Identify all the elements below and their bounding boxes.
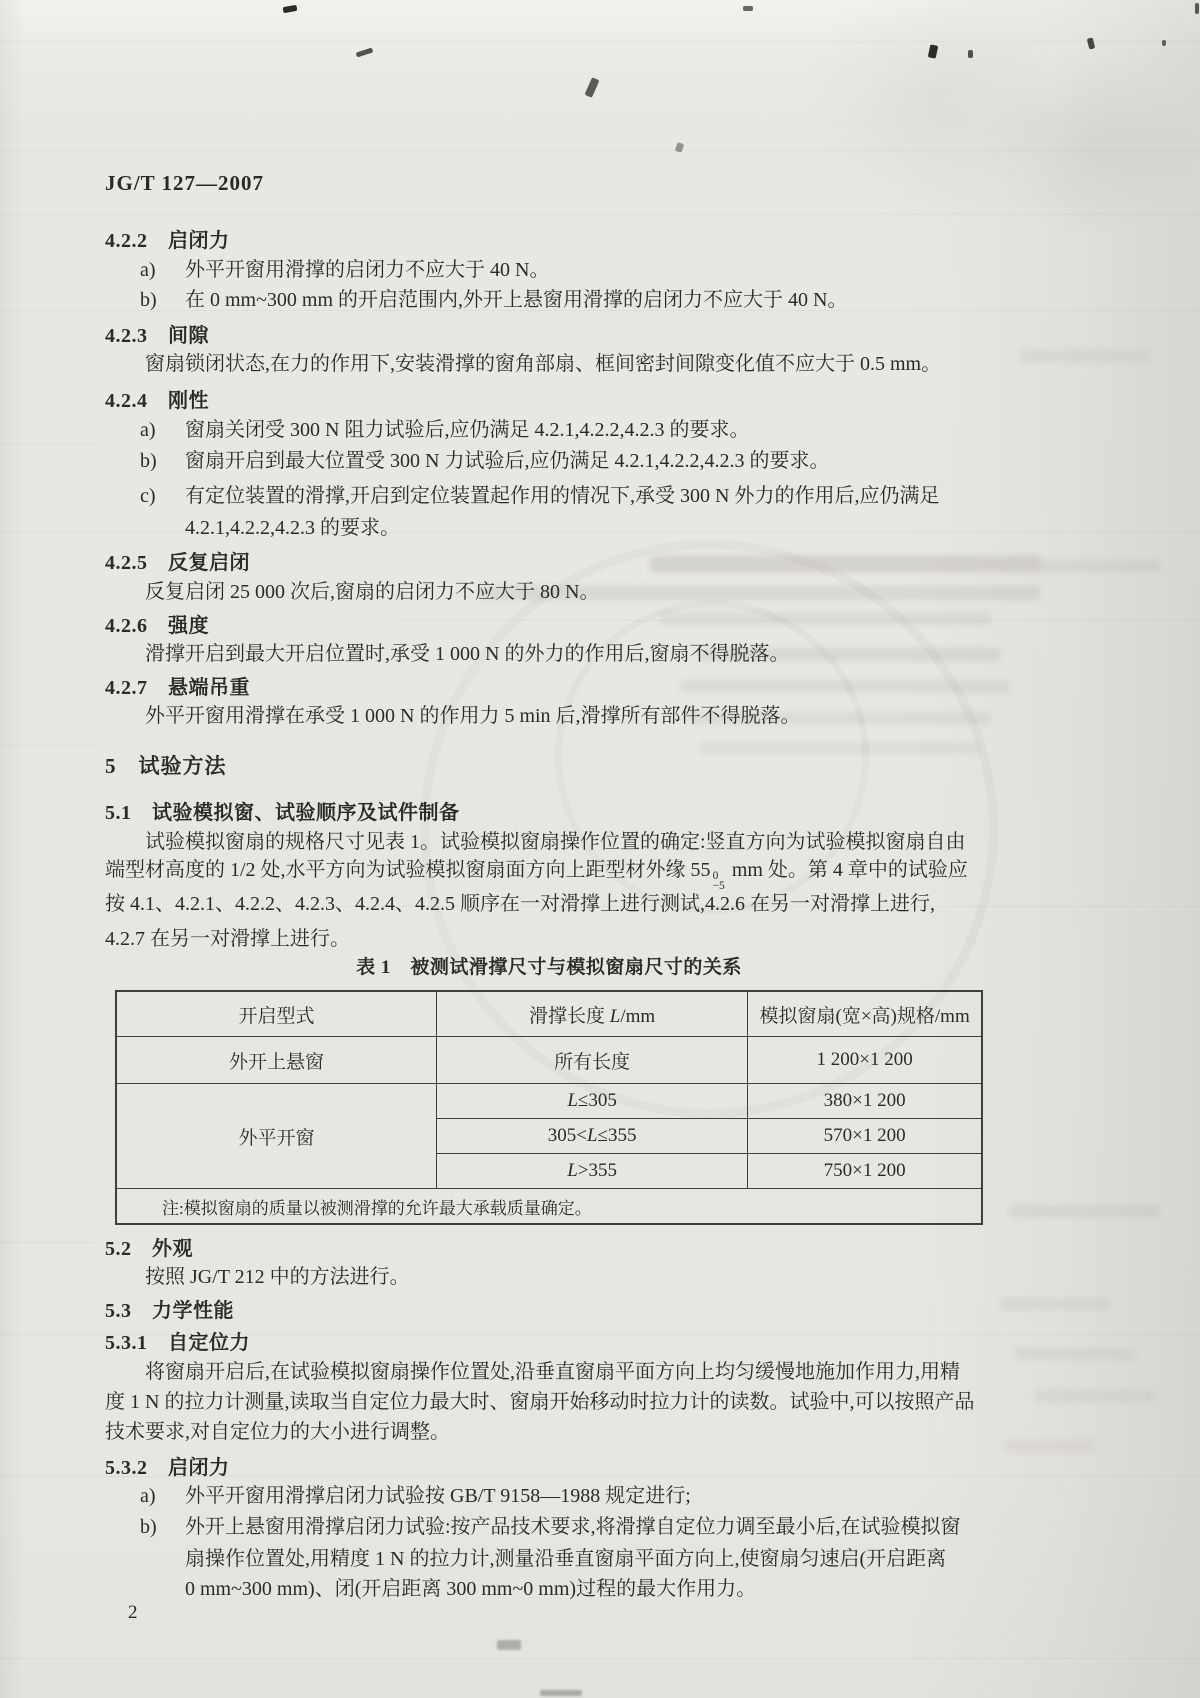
section-4-2-3-heading: 4.2.3 间隙 — [105, 325, 209, 347]
item-text: 外平开窗用滑撑启闭力试验按 GB/T 9158—1988 规定进行; — [185, 1485, 691, 1507]
text-run: >355 — [577, 1160, 617, 1181]
col-header-open-type: 开启型式 — [116, 991, 436, 1037]
ghost-text — [1010, 1205, 1160, 1217]
section-5-3-heading: 5.3 力学性能 — [105, 1300, 234, 1322]
item-text: 外平开窗用滑撑的启闭力不应大于 40 N。 — [185, 259, 550, 281]
cell-size: 380×1 200 — [748, 1084, 982, 1119]
text-run: ≤355 — [597, 1125, 637, 1146]
paragraph-line: 度 1 N 的拉力计测量,读取当自定位力最大时、窗扇开始移动时拉力计的读数。试验中,可以按照产品 — [105, 1391, 975, 1413]
item-text: 外开上悬窗用滑撑启闭力试验:按产品技术要求,将滑撑自定位力调至最小后,在试验模拟窗 — [185, 1516, 961, 1538]
tolerance-upper: 0 — [712, 870, 719, 882]
text-run: 端型材高度的 1/2 处,水平方向为试验模拟窗扇面方向上距型材外缘 55 — [105, 859, 711, 881]
section-4-2-2-heading: 4.2.2 启闭力 — [105, 230, 230, 252]
text-run: 滑撑长度 — [529, 1005, 610, 1027]
text-run: ≤305 — [577, 1090, 617, 1111]
table-1-title: 表 1 被测试滑撑尺寸与模拟窗扇尺寸的关系 — [356, 957, 742, 978]
scan-speck — [283, 5, 298, 13]
list-item-a — [140, 417, 749, 443]
col-header-stay-length — [436, 991, 747, 1037]
paragraph-line: 4.2.7 在另一对滑撑上进行。 — [105, 928, 350, 950]
paragraph: 窗扇锁闭状态,在力的作用下,安装滑撑的窗角部扇、框间密封间隙变化值不应大于 0.5 mm。 — [145, 353, 942, 375]
text-run: mm 处。第 4 章中的试验应 — [726, 859, 968, 881]
scan-speck — [540, 1690, 582, 1696]
chapter-5-heading: 5 试验方法 — [105, 754, 227, 778]
table-row — [116, 1037, 982, 1084]
ghost-text — [1005, 1440, 1095, 1452]
variable-L: L — [609, 1005, 621, 1027]
variable-L: L — [567, 1090, 578, 1111]
paragraph-line: 试验模拟窗扇的规格尺寸见表 1。试验模拟窗扇操作位置的确定:竖直方向为试验模拟窗扇自由 — [145, 831, 966, 853]
scan-speck — [1087, 37, 1095, 49]
item-text: 在 0 mm~300 mm 的开启范围内,外开上悬窗用滑撑的启闭力不应大于 40 N。 — [185, 289, 848, 311]
scan-speck — [584, 77, 599, 98]
variable-L: L — [567, 1160, 578, 1181]
scan-smudge — [980, 60, 1200, 240]
text-run: /mm — [620, 1005, 656, 1027]
table-note-row — [116, 1189, 982, 1225]
cell-size: 570×1 200 — [748, 1119, 982, 1154]
item-text: 窗扇开启到最大位置受 300 N 力试验后,应仍满足 4.2.1,4.2.2,4.2.3 的要求。 — [185, 450, 830, 472]
item-text: 窗扇关闭受 300 N 阻力试验后,应仍满足 4.2.1,4.2.2,4.2.3 的要求。 — [185, 419, 750, 441]
tolerance-notation — [713, 871, 725, 891]
ghost-text — [1000, 1298, 1110, 1310]
page-number: 2 — [128, 1602, 138, 1623]
scan-speck — [1162, 40, 1166, 46]
paragraph-line: 将窗扇开启后,在试验模拟窗扇操作位置处,沿垂直窗扇平面方向上均匀缓慢地施加作用力,用精 — [145, 1361, 960, 1383]
paragraph-line: 技术要求,对自定位力的大小进行调整。 — [105, 1421, 450, 1443]
cell-length: 所有长度 — [436, 1037, 747, 1084]
item-label: c) — [140, 485, 156, 507]
ghost-text — [1040, 560, 1160, 572]
section-4-2-4-heading: 4.2.4 刚性 — [105, 390, 209, 412]
item-label: a) — [140, 419, 156, 441]
section-4-2-5-heading: 4.2.5 反复启闭 — [105, 552, 250, 574]
table-note: 注:模拟窗扇的质量以被测滑撑的允许最大承载质量确定。 — [116, 1189, 982, 1225]
scan-speck — [675, 142, 685, 153]
paragraph-line: 按 4.1、4.2.1、4.2.2、4.2.3、4.2.4、4.2.5 顺序在一对滑撑上进行测试,4.2.6 在另一对滑撑上进行, — [105, 893, 935, 915]
cell-length — [436, 1154, 747, 1189]
cell-size: 750×1 200 — [748, 1154, 982, 1189]
paragraph: 按照 JG/T 212 中的方法进行。 — [145, 1266, 410, 1288]
list-item-b-continued: 0 mm~300 mm)、闭(开启距离 300 mm~0 mm)过程的最大作用力。 — [185, 1578, 757, 1600]
item-label: a) — [140, 259, 156, 281]
scan-speck — [497, 1640, 521, 1650]
paragraph: 反复启闭 25 000 次后,窗扇的启闭力不应大于 80 N。 — [145, 581, 600, 603]
scan-speck — [356, 47, 374, 57]
section-4-2-7-heading: 4.2.7 悬端吊重 — [105, 677, 250, 699]
scan-speck — [743, 6, 753, 11]
section-5-2-heading: 5.2 外观 — [105, 1238, 193, 1260]
table-row — [116, 1084, 982, 1119]
section-5-1-heading: 5.1 试验模拟窗、试验顺序及试件制备 — [105, 802, 460, 824]
tolerance-lower: −5 — [712, 880, 725, 892]
variable-L: L — [586, 1125, 598, 1146]
item-label: b) — [140, 450, 157, 472]
scan-line — [0, 745, 95, 746]
scan-line — [0, 1242, 95, 1243]
item-label: b) — [140, 1516, 157, 1538]
section-5-3-1-heading: 5.3.1 自定位力 — [105, 1332, 250, 1354]
paragraph-line — [105, 857, 968, 891]
cell-length — [436, 1084, 747, 1119]
list-item-a — [140, 257, 549, 283]
col-header-sash-size: 模拟窗扇(宽×高)规格/mm — [748, 991, 982, 1037]
list-item-a — [140, 1483, 691, 1509]
cell-size: 1 200×1 200 — [748, 1037, 982, 1084]
scan-line — [0, 444, 95, 445]
table-header-row — [116, 991, 982, 1037]
list-item-b — [140, 448, 829, 474]
paragraph: 外平开窗用滑撑在承受 1 000 N 的作用力 5 min 后,滑撑所有部件不得脱落。 — [145, 705, 801, 727]
scan-speck — [1195, 3, 1199, 14]
scan-line — [0, 532, 1200, 533]
item-label: b) — [140, 289, 157, 311]
text-run: 305< — [547, 1125, 587, 1146]
list-item-c — [140, 483, 939, 509]
list-item-b — [140, 1514, 961, 1540]
ghost-text — [1015, 1348, 1135, 1360]
ghost-text — [1020, 350, 1150, 362]
section-5-3-2-heading: 5.3.2 启闭力 — [105, 1457, 230, 1479]
section-4-2-6-heading: 4.2.6 强度 — [105, 615, 209, 637]
cell-length — [436, 1119, 747, 1154]
list-item-b — [140, 287, 848, 313]
item-text: 有定位装置的滑撑,开启到定位装置起作用的情况下,承受 300 N 外力的作用后,应仍满足 — [185, 485, 940, 507]
standard-code: JG/T 127—2007 — [105, 171, 265, 195]
cell-open-type: 外平开窗 — [116, 1084, 436, 1189]
scan-line — [0, 1658, 1200, 1659]
item-label: a) — [140, 1485, 156, 1507]
table-1 — [115, 990, 983, 1225]
list-item-b-continued: 扇操作位置处,用精度 1 N 的拉力计,测量沿垂直窗扇平面方向上,使窗扇匀速启(开启距离 — [185, 1548, 947, 1570]
cell-open-type: 外开上悬窗 — [116, 1037, 436, 1084]
ghost-text — [1035, 1390, 1155, 1402]
list-item-c-continued: 4.2.1,4.2.2,4.2.3 的要求。 — [185, 517, 400, 539]
paragraph: 滑撑开启到最大开启位置时,承受 1 000 N 的外力的作用后,窗扇不得脱落。 — [145, 643, 790, 665]
